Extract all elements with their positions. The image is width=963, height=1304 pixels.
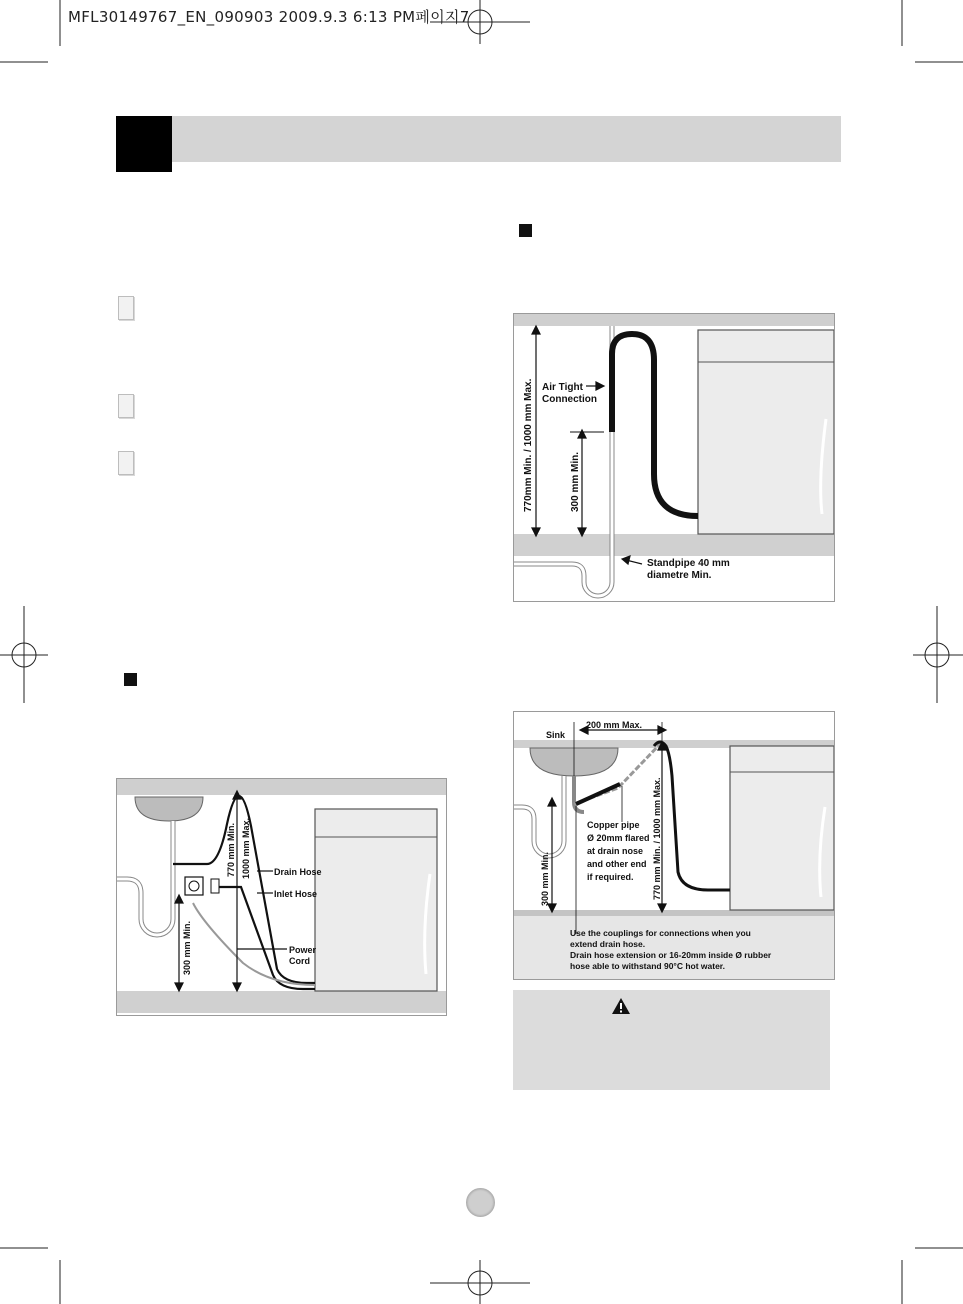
print-info-line: MFL30149767_EN_090903 2009.9.3 6:13 PM페이지7 xyxy=(68,8,470,26)
sink-drain-diagram xyxy=(513,711,835,980)
section-header-tab xyxy=(116,116,172,172)
min-height-label: 300 mm Min. xyxy=(182,920,192,975)
section-bullet xyxy=(124,673,137,686)
registration-mark-top xyxy=(430,0,530,44)
registration-mark-left xyxy=(0,606,48,703)
air-tight-label: Air Tight xyxy=(542,382,583,393)
registration-mark-bottom xyxy=(430,1260,530,1304)
section-bullet xyxy=(519,224,532,237)
min-height-label: 300 mm Min. xyxy=(570,451,581,512)
power-cord-label: Cord xyxy=(289,956,310,966)
standpipe-diagram xyxy=(513,313,835,602)
height-min-label: 770 mm Min. xyxy=(226,822,236,877)
power-cord-label: Power xyxy=(289,945,317,955)
copper-pipe-label: at drain nose xyxy=(587,846,644,856)
step-marker xyxy=(118,394,134,418)
inlet-hose-label: Inlet Hose xyxy=(274,889,318,899)
caution-box xyxy=(513,990,830,1090)
copper-pipe-label: if required. xyxy=(587,872,634,882)
couplings-note: Use the couplings for connections when you xyxy=(570,928,751,938)
min-height-label: 300 mm Min. xyxy=(540,851,550,906)
copper-pipe-label: Ø 20mm flared xyxy=(587,833,650,843)
warning-triangle-icon xyxy=(611,997,631,1015)
standpipe-label: diametre Min. xyxy=(647,570,712,581)
page-number-badge xyxy=(466,1188,495,1217)
hose-connection-diagram xyxy=(116,778,447,1016)
step-marker xyxy=(118,451,134,475)
step-marker xyxy=(118,296,134,320)
air-tight-label: Connection xyxy=(542,394,597,405)
standpipe-label: Standpipe 40 mm xyxy=(647,558,730,569)
section-header-bar xyxy=(116,116,841,162)
drain-hose-label: Drain Hose xyxy=(274,867,322,877)
copper-pipe-label: Copper pipe xyxy=(587,820,640,830)
sink-label: Sink xyxy=(546,730,566,740)
couplings-note: hose able to withstand 90°C hot water. xyxy=(570,961,726,971)
couplings-note: Drain hose extension or 16-20mm inside Ø rubber xyxy=(570,950,772,960)
height-range-label: 770mm Min. / 1000 mm Max. xyxy=(523,378,534,512)
copper-pipe-label: and other end xyxy=(587,859,647,869)
max-width-label: 200 mm Max. xyxy=(586,720,643,730)
height-max-label: 1000 mm Max. xyxy=(241,817,251,879)
height-range-label: 770 mm Min. / 1000 mm Max. xyxy=(652,777,662,900)
registration-mark-right xyxy=(913,606,963,703)
couplings-note: extend drain hose. xyxy=(570,939,646,949)
